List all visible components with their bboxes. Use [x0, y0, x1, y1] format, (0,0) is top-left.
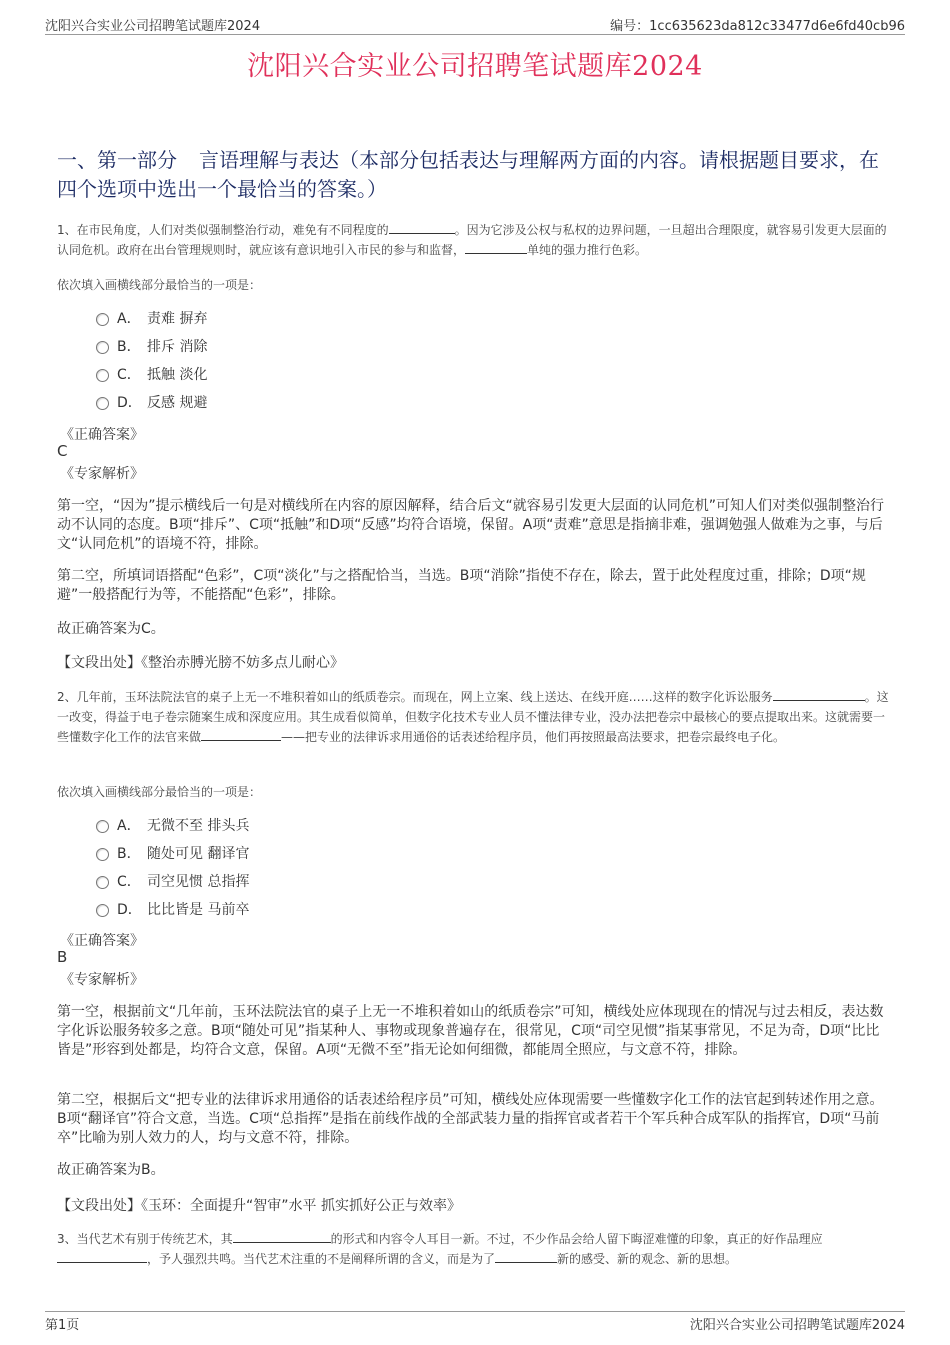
radio-icon[interactable] — [96, 820, 109, 833]
q1-text-part2: 。因为它涉及公权与私权的边界问题，一旦超出合理限度，就容易引发更大层面的认同危机。政府在出台管理规则时，就应该有意识地引入市民的参与和监督， — [57, 223, 887, 257]
header-divider — [45, 34, 905, 35]
radio-icon[interactable] — [96, 904, 109, 917]
q2-text-part1: 2、几年前，玉环法院法官的桌子上无一不堆积着如山的纸质卷宗。而现在，网上立案、线上送达、在线开庭……这样的数字化诉讼服务 — [57, 690, 773, 704]
q1-option-d[interactable] — [96, 392, 207, 414]
q2-blank-1 — [773, 688, 865, 701]
header-doc-title: 沈阳兴合实业公司招聘笔试题库2024 — [45, 19, 261, 34]
option-text: 比比皆是 马前卒 — [147, 902, 250, 918]
q3-text-part4: 新的感受、新的观念、新的思想。 — [557, 1252, 738, 1266]
q3-text-part1: 3、当代艺术有别于传统艺术，其 — [57, 1232, 233, 1246]
option-letter: A． — [117, 818, 141, 834]
option-text: 司空见惯 总指挥 — [147, 874, 250, 890]
q2-option-b[interactable] — [96, 843, 249, 865]
option-text: 抵触 淡化 — [147, 367, 208, 383]
q2-answer-label: 《正确答案》 — [60, 933, 144, 949]
q2-analysis-2: 第二空，根据后文“把专业的法律诉求用通俗的话表述给程序员”可知，横线处应体现需要一些懂数字化工作的法官起到转述作用之意。B项“翻译官”符合文意，当选。C项“总指挥”是指在前线作战的全部武装力量的指挥官或者若干个军兵种合成军队的指挥官，D项“马前卒”比喻为别人效力的人，均与文意不符，排除。 — [57, 1092, 884, 1146]
section-label: 一、第一部分 — [57, 148, 177, 172]
footer-divider — [45, 1311, 905, 1312]
q2-source: 【文段出处】《玉环：全面提升“智审”水平 抓实抓好公正与效率》 — [57, 1198, 461, 1214]
option-letter: B． — [117, 846, 141, 862]
q1-text-part1: 1、在市民角度，人们对类似强制整治行动，难免有不同程度的 — [57, 223, 389, 237]
radio-icon[interactable] — [96, 876, 109, 889]
q2-prompt: 依次填入画横线部分最恰当的一项是： — [57, 785, 262, 799]
option-letter: A． — [117, 311, 141, 327]
option-letter: D． — [117, 902, 142, 918]
question-1-text — [57, 220, 890, 260]
radio-icon[interactable] — [96, 313, 109, 326]
q2-option-c[interactable] — [96, 871, 249, 893]
option-text: 无微不至 排头兵 — [147, 818, 250, 834]
radio-icon[interactable] — [96, 369, 109, 382]
q3-blank-3 — [495, 1250, 557, 1263]
section-heading — [57, 146, 890, 204]
q3-blank-1 — [233, 1230, 331, 1243]
option-text: 责难 摒弃 — [147, 311, 208, 327]
page-title: 沈阳兴合实业公司招聘笔试题库2024 — [247, 51, 703, 82]
option-letter: B． — [117, 339, 141, 355]
footer-page-number: 第1页 — [45, 1318, 80, 1333]
q2-text-part3: ——把专业的法律诉求用通俗的话表述给程序员，他们再按照最高法要求，把卷宗最终电子化。 — [281, 730, 786, 744]
q2-option-a[interactable] — [96, 815, 249, 837]
q2-blank-2 — [201, 728, 281, 741]
header-doc-id: 编号：1cc635623da812c33477d6e6fd40cb96 — [610, 19, 905, 34]
q1-analysis-3: 故正确答案为C。 — [57, 621, 165, 637]
option-letter: C． — [117, 367, 141, 383]
q2-answer: B — [57, 948, 68, 966]
radio-icon[interactable] — [96, 341, 109, 354]
q1-option-c[interactable] — [96, 364, 207, 386]
q1-answer: C — [57, 442, 68, 460]
q1-analysis-2: 第二空，所填词语搭配“色彩”，C项“淡化”与之搭配恰当，当选。B项“消除”指使不存在，除去，置于此处程度过重，排除；D项“规避”一般搭配行为等，不能搭配“色彩”，排除。 — [57, 568, 866, 603]
q2-analysis-3: 故正确答案为B。 — [57, 1162, 165, 1178]
option-text: 随处可见 翻译官 — [147, 846, 250, 862]
q2-option-d[interactable] — [96, 899, 249, 921]
q2-analysis-1: 第一空，根据前文“几年前，玉环法院法官的桌子上无一不堆积着如山的纸质卷宗”可知，横线处应体现现在的情况与过去相反，表达数字化诉讼服务较多之意。B项“随处可见”指某种人、事物或现象普遍存在，很常见，C项“司空见惯”指某事常见，不足为奇，D项“比比皆是”形容到处都是，均符合文意，保留。A项“无微不至”指无论如何细微，都能周全照应，与文意不符，排除。 — [57, 1004, 884, 1058]
question-3-text — [57, 1229, 890, 1269]
q2-text-part2: 。这一改变，得益于电子卷宗随案生成和深度应用。其生成看似简单，但数字化技术专业人员不懂法律专业，没办法把卷宗中最核心的要点提取出来。这就需要一些懂数字化工作的法官来做 — [57, 690, 889, 744]
question-2-text — [57, 687, 890, 747]
q3-text-part3: ，予人强烈共鸣。当代艺术注重的不是阐释所谓的含义，而是为了 — [147, 1252, 496, 1266]
q1-source: 【文段出处】《整治赤膊光膀不妨多点儿耐心》 — [57, 655, 344, 671]
option-text: 排斥 消除 — [147, 339, 208, 355]
q1-option-b[interactable] — [96, 336, 207, 358]
q1-analysis-1: 第一空，“因为”提示横线后一句是对横线所在内容的原因解释，结合后文“就容易引发更大层面的认同危机”可知人们对类似强制整治行动不认同的态度。B项“排斥”、C项“抵触”和D项“反感”均符合语境，保留。A项“责难”意思是指摘非难，强调勉强人做难为之事，与后文“认同危机”的语境不符，排除。 — [57, 498, 885, 552]
radio-icon[interactable] — [96, 397, 109, 410]
option-text: 反感 规避 — [147, 395, 208, 411]
q1-analysis-label: 《专家解析》 — [60, 466, 144, 482]
q1-blank-2 — [465, 241, 527, 254]
q2-analysis-label: 《专家解析》 — [60, 972, 144, 988]
q3-text-part2: 的形式和内容令人耳目一新。不过，不少作品会给人留下晦涩难懂的印象，真正的好作品理应 — [330, 1232, 823, 1246]
footer-doc-title: 沈阳兴合实业公司招聘笔试题库2024 — [689, 1318, 905, 1333]
radio-icon[interactable] — [96, 848, 109, 861]
q1-option-a[interactable] — [96, 308, 207, 330]
q3-blank-2 — [57, 1250, 147, 1263]
section-text: 言语理解与表达（本部分包括表达与理解两方面的内容。请根据题目要求，在四个选项中选出一个最恰当的答案。） — [57, 148, 879, 201]
q1-answer-label: 《正确答案》 — [60, 427, 144, 443]
option-letter: C． — [117, 874, 141, 890]
q1-text-part3: 单纯的强力推行色彩。 — [527, 243, 648, 257]
q1-blank-1 — [389, 221, 455, 234]
q1-prompt: 依次填入画横线部分最恰当的一项是： — [57, 278, 262, 292]
option-letter: D． — [117, 395, 142, 411]
